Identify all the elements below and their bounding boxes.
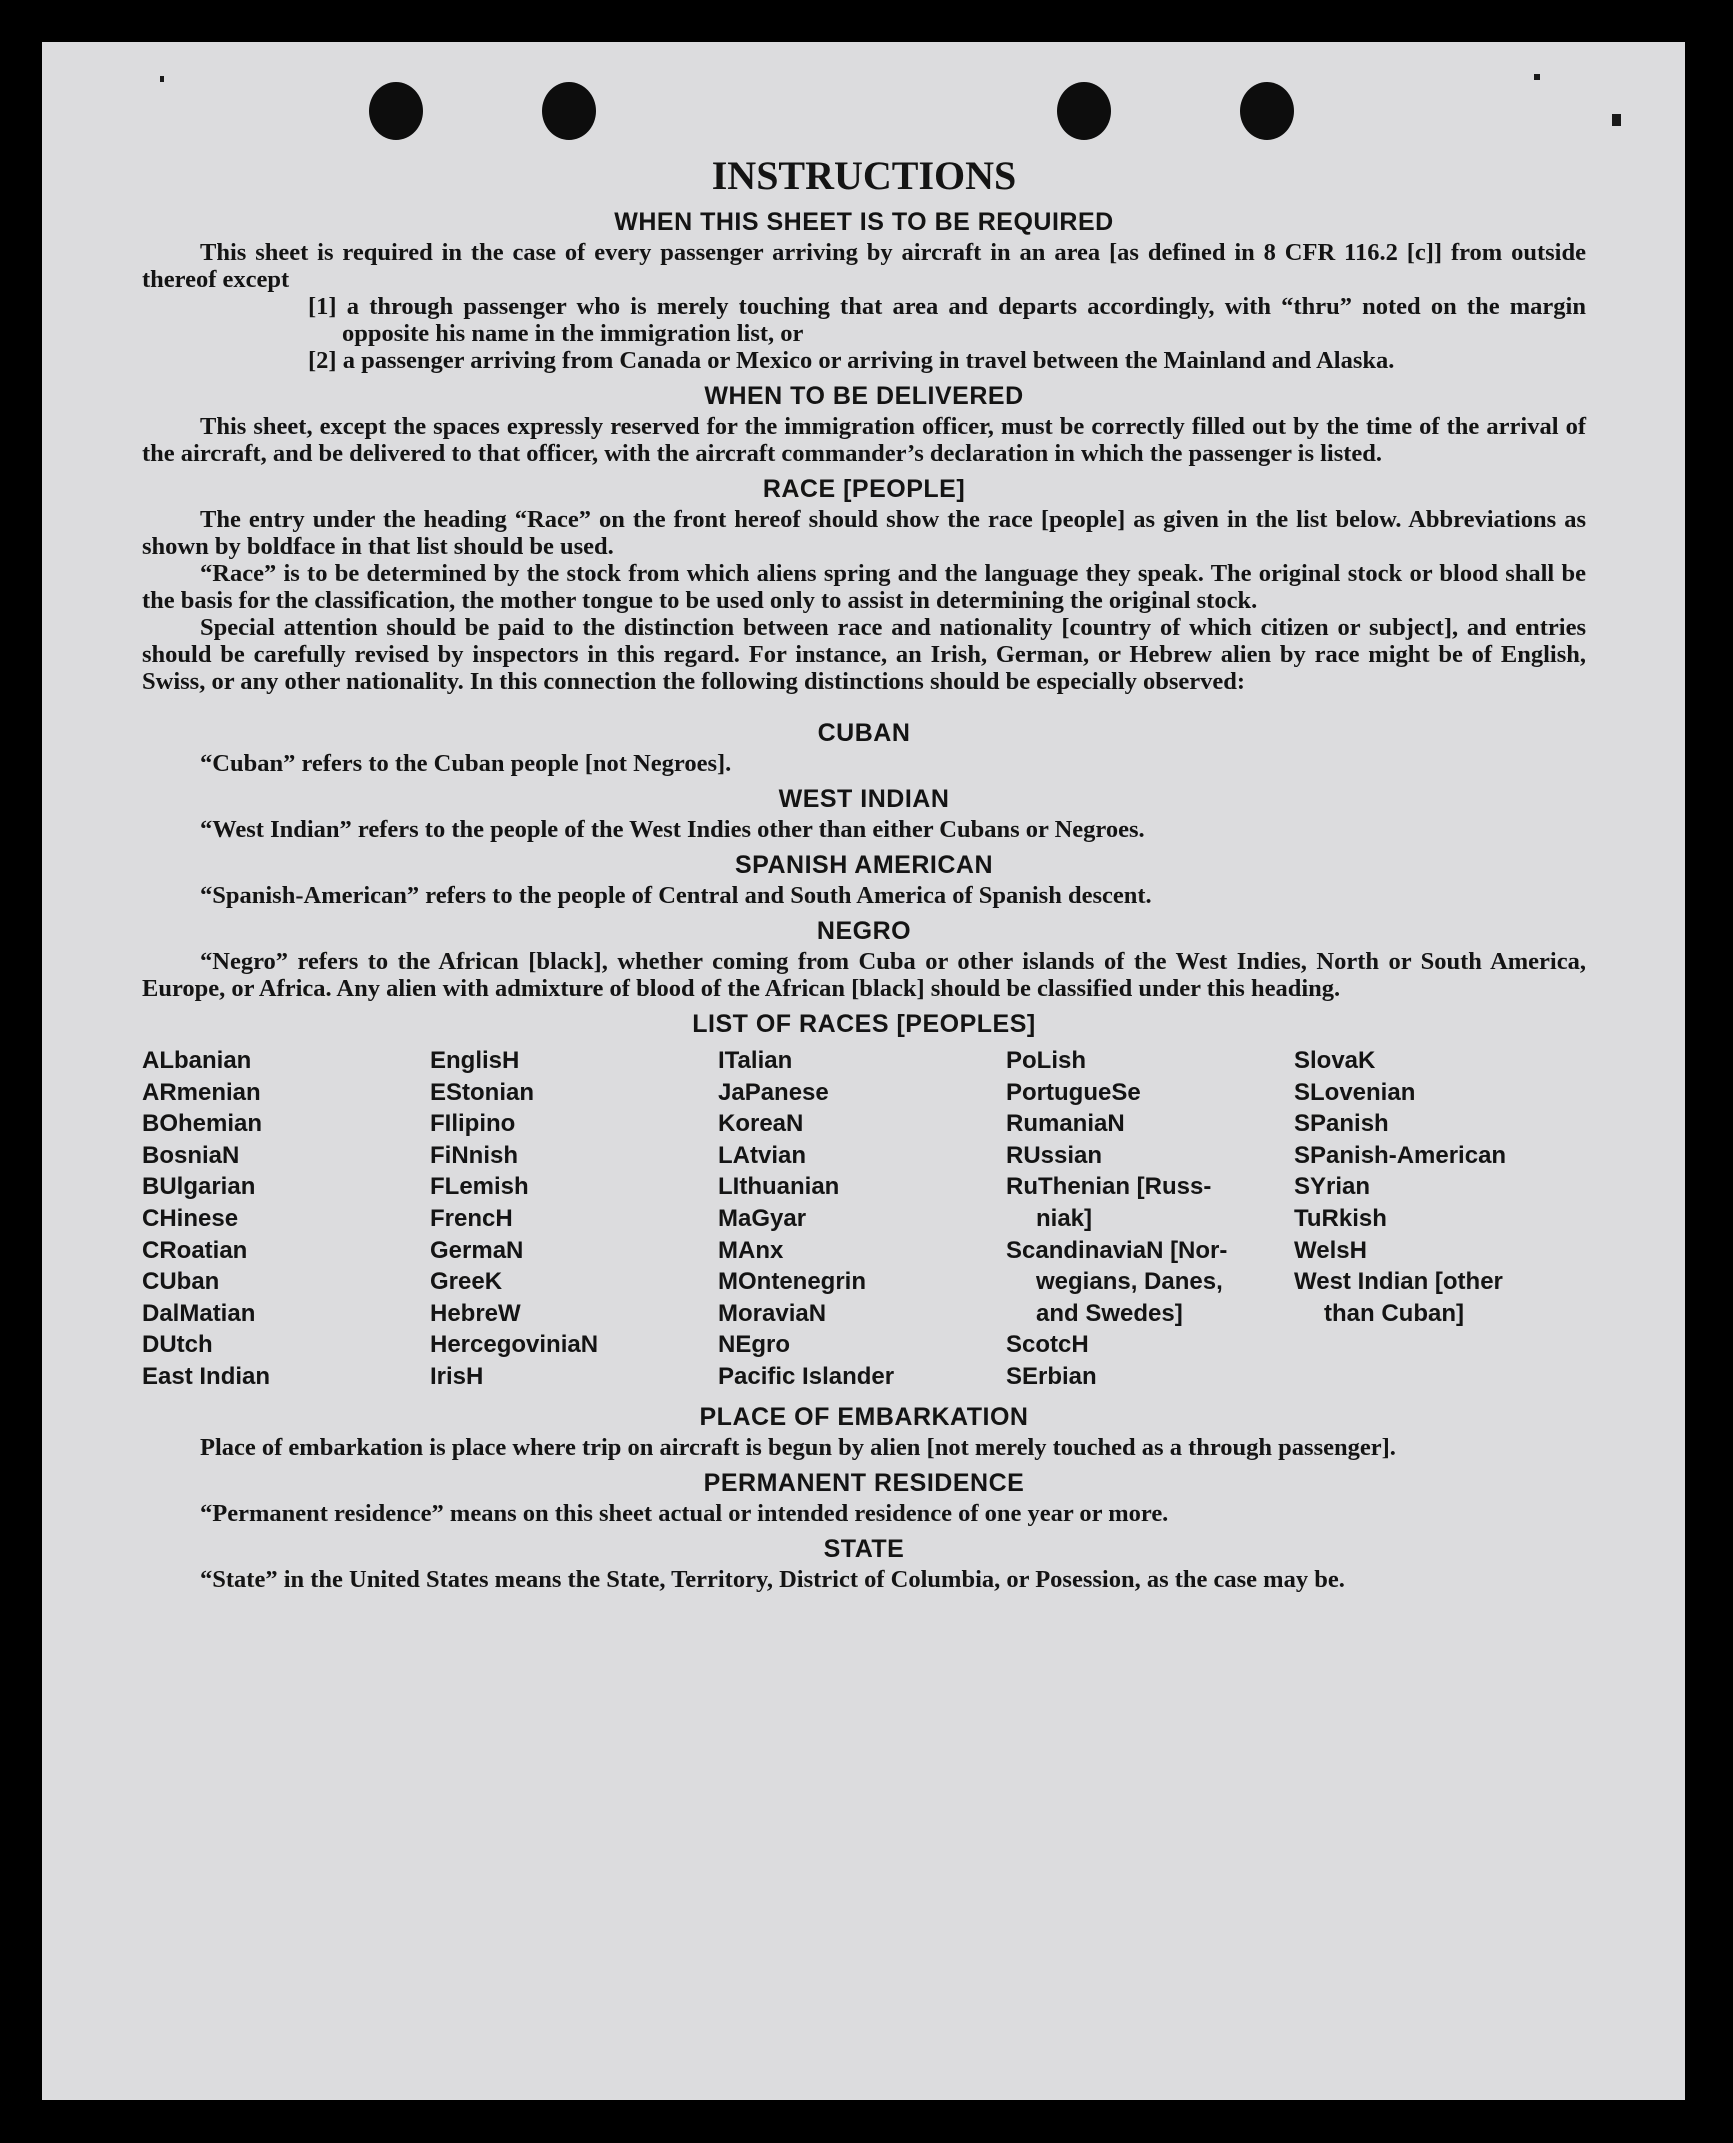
state-text: “State” in the United States means the State, Territory, District of Columbia, or Posession, as the case may be.: [200, 1565, 1345, 1593]
heading-required: WHEN THIS SHEET IS TO BE REQUIRED: [614, 208, 1114, 236]
race-entry: GermaN: [430, 1236, 524, 1264]
spanish-american-section: [142, 882, 1586, 909]
residence-text: “Permanent residence” means on this sheet actual or intended residence of one year or more.: [200, 1499, 1169, 1527]
delivered-section: [142, 413, 1586, 467]
race-entry: SPanish: [1294, 1110, 1389, 1138]
residence-section: [142, 1500, 1586, 1527]
race-entry: SPanish-American: [1294, 1141, 1507, 1169]
race-entry: IrisH: [430, 1362, 484, 1390]
heading-race: RACE [PEOPLE]: [762, 475, 966, 503]
race-entry: BOhemian: [142, 1110, 263, 1138]
race-entry: FrencH: [430, 1204, 513, 1232]
race-entry: ITalian: [718, 1047, 793, 1074]
heading-west-indian: WEST INDIAN: [778, 785, 950, 813]
required-item-2: [2] a passenger arriving from Canada or Mexico or arriving in travel between the Mainland and Alaska.: [308, 347, 1395, 374]
race-entry: ScandinaviaN [Nor-: [1006, 1236, 1228, 1264]
punch-hole-3: [1057, 82, 1111, 140]
punch-hole-2: [542, 82, 596, 140]
race-entry: PortugueSe: [1006, 1078, 1141, 1106]
punch-hole-4: [1240, 82, 1294, 140]
spanish-american-text: “Spanish-American” refers to the people of Central and South America of Spanish descent.: [200, 882, 1152, 909]
race-entry: LIthuanian: [718, 1173, 840, 1201]
race-entry: SlovaK: [1294, 1047, 1376, 1074]
race-entry: BosniaN: [142, 1141, 240, 1169]
race-entry: Pacific Islander: [718, 1362, 895, 1390]
race-entry: MoraviaN: [718, 1299, 827, 1327]
race-entry: SYrian: [1294, 1173, 1371, 1201]
required-section: [142, 239, 1586, 374]
west-indian-section: [142, 816, 1586, 843]
race-entry: ALbanian: [142, 1047, 252, 1074]
race-entry: FIlipino: [430, 1110, 516, 1138]
races-column-3: [718, 1045, 1006, 1393]
race-entry: BUlgarian: [142, 1173, 256, 1201]
delivered-text: This sheet, except the spaces expressly reserved for the immigration officer, must be correctly filled out by the time of the arrival of the aircraft, and be delivered to that officer, with the aircraft commander’s declaration in which the passenger is listed.: [142, 413, 1586, 467]
page-title: INSTRUCTIONS: [711, 153, 1017, 198]
heading-list-of-races: LIST OF RACES [PEOPLES]: [692, 1010, 1036, 1038]
race-section: [142, 506, 1586, 695]
race-entry: PoLish: [1006, 1047, 1087, 1074]
required-item-1: [1] a through passenger who is merely touching that area and departs accordingly, with “thru” noted on the margin opposite his name in the immigration list, or: [308, 293, 1586, 347]
race-paragraph-2: “Race” is to be determined by the stock from which aliens spring and the language they speak. The original stock or blood shall be the basis for the classification, the mother tongue to be used only to assist in determining the original stock.: [142, 560, 1586, 614]
races-column-4: [1006, 1045, 1294, 1393]
heading-spanish-american: SPANISH AMERICAN: [734, 851, 993, 879]
cuban-section: [142, 750, 1586, 777]
race-entry: ScotcH: [1006, 1331, 1089, 1359]
race-entry: CUban: [142, 1268, 220, 1296]
race-entry: ARmenian: [142, 1078, 261, 1106]
race-entry: SErbian: [1006, 1362, 1097, 1390]
scan-speck: [160, 76, 164, 82]
heading-delivered: WHEN TO BE DELIVERED: [704, 382, 1024, 410]
punch-hole-1: [369, 82, 423, 140]
scan-speck: [1534, 74, 1540, 80]
race-entry: CRoatian: [142, 1236, 248, 1264]
races-column-5: [1294, 1045, 1582, 1393]
race-entry: NEgro: [718, 1331, 790, 1359]
races-list: [142, 1045, 1586, 1393]
race-entry-continued: and Swedes]: [1036, 1299, 1183, 1327]
race-entry-continued: than Cuban]: [1324, 1299, 1464, 1327]
race-entry: WelsH: [1294, 1236, 1367, 1264]
embarkation-section: [142, 1434, 1586, 1461]
required-intro: This sheet is required in the case of every passenger arriving by aircraft in an area [as defined in 8 CFR 116.2 [c]] from outside thereof except: [142, 239, 1586, 293]
negro-text: “Negro” refers to the African [black], whether coming from Cuba or other islands of the West Indies, North or South America, Europe, or Africa. Any alien with admixture of blood of the African [black] should be classified under this heading.: [142, 948, 1586, 1002]
heading-embarkation: PLACE OF EMBARKATION: [699, 1402, 1029, 1431]
race-entry: MaGyar: [718, 1204, 807, 1232]
race-paragraph-1: The entry under the heading “Race” on the front hereof should show the race [people] as given in the list below. Abbreviations as shown by boldface in that list should be used.: [142, 506, 1586, 560]
race-entry: EnglisH: [430, 1047, 520, 1074]
embarkation-text: Place of embarkation is place where trip on aircraft is begun by alien [not merely touched as a through passenger].: [200, 1433, 1396, 1461]
race-entry: JaPanese: [718, 1078, 829, 1106]
race-entry: KoreaN: [718, 1110, 804, 1138]
race-entry: LAtvian: [718, 1141, 807, 1169]
heading-state: STATE: [823, 1534, 905, 1563]
race-entry: FLemish: [430, 1173, 529, 1201]
document-sheet: [42, 42, 1685, 2100]
race-entry: TuRkish: [1294, 1204, 1387, 1232]
race-entry: DalMatian: [142, 1299, 256, 1327]
race-entry: East Indian: [142, 1362, 271, 1390]
race-entry: GreeK: [430, 1268, 503, 1296]
instructions-content: [142, 152, 1586, 1599]
races-column-1: [142, 1045, 430, 1393]
race-entry: MOntenegrin: [718, 1268, 866, 1296]
race-paragraph-3: Special attention should be paid to the distinction between race and nationality [country of which citizen or subject], and entries should be carefully revised by inspectors in this regard. For instance, an Irish, German, or Hebrew alien by race might be of English, Swiss, or any other nationality. In this connection the following distinctions should be especially observed:: [142, 614, 1586, 695]
west-indian-text: “West Indian” refers to the people of the West Indies other than either Cubans or Negroes.: [200, 816, 1145, 843]
race-entry: RumaniaN: [1006, 1110, 1125, 1138]
race-entry: West Indian [other: [1294, 1268, 1503, 1296]
race-entry: DUtch: [142, 1331, 213, 1359]
race-entry: RUssian: [1006, 1141, 1103, 1169]
race-entry: MAnx: [718, 1236, 784, 1264]
negro-section: [142, 948, 1586, 1002]
heading-residence: PERMANENT RESIDENCE: [703, 1468, 1025, 1497]
heading-negro: NEGRO: [816, 917, 912, 945]
state-section: [142, 1566, 1586, 1593]
race-entry-continued: niak]: [1036, 1204, 1093, 1232]
race-entry: HebreW: [430, 1299, 521, 1327]
race-entry: CHinese: [142, 1204, 239, 1232]
scan-speck: [1612, 114, 1621, 126]
race-entry: FiNnish: [430, 1141, 518, 1169]
race-entry: RuThenian [Russ-: [1006, 1173, 1212, 1201]
cuban-text: “Cuban” refers to the Cuban people [not Negroes].: [200, 750, 732, 777]
races-column-2: [430, 1045, 718, 1393]
race-entry: HercegoviniaN: [430, 1331, 599, 1359]
race-entry-continued: wegians, Danes,: [1036, 1268, 1223, 1296]
heading-cuban: CUBAN: [817, 719, 911, 747]
race-entry: SLovenian: [1294, 1078, 1416, 1106]
race-entry: EStonian: [430, 1078, 535, 1106]
